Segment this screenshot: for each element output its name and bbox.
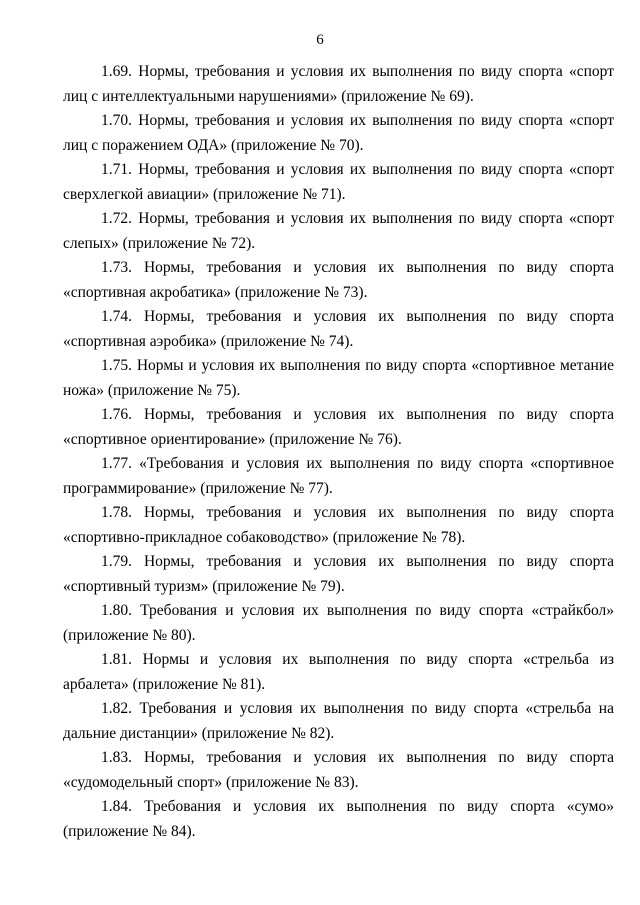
paragraph-1-77: 1.77. «Требования и условия их выполнения по виду спорта «спортивное программирование» (приложение № 77). <box>63 455 614 497</box>
paragraph-1-75: 1.75. Нормы и условия их выполнения по виду спорта «спортивное метание ножа» (приложение № 75). <box>63 357 614 399</box>
paragraph-1-73: 1.73. Нормы, требования и условия их выполнения по виду спорта «спортивная акробатика» (приложение № 73). <box>63 259 614 301</box>
paragraph-1-82: 1.82. Требования и условия их выполнения по виду спорта «стрельба на дальние дистанции» (приложение № 82). <box>63 700 614 742</box>
paragraph-1-83: 1.83. Нормы, требования и условия их выполнения по виду спорта «судомодельный спорт» (приложение № 83). <box>63 749 614 791</box>
paragraph-1-74: 1.74. Нормы, требования и условия их выполнения по виду спорта «спортивная аэробика» (приложение № 74). <box>63 308 614 350</box>
paragraph-1-69: 1.69. Нормы, требования и условия их выполнения по виду спорта «спорт лиц с интеллектуальными нарушениями» (приложение № 69). <box>63 63 614 105</box>
paragraph-1-81: 1.81. Нормы и условия их выполнения по виду спорта «стрельба из арбалета» (приложение № 81). <box>63 651 614 693</box>
paragraph-1-78: 1.78. Нормы, требования и условия их выполнения по виду спорта «спортивно-прикладное собаководство» (приложение № 78). <box>63 504 614 546</box>
paragraph-1-84: 1.84. Требования и условия их выполнения по виду спорта «сумо» (приложение № 84). <box>63 798 614 840</box>
paragraph-1-80: 1.80. Требования и условия их выполнения по виду спорта «страйкбол» (приложение № 80). <box>63 602 614 644</box>
paragraph-1-79: 1.79. Нормы, требования и условия их выполнения по виду спорта «спортивный туризм» (приложение № 79). <box>63 553 614 595</box>
paragraph-1-71: 1.71. Нормы, требования и условия их выполнения по виду спорта «спорт сверхлегкой авиации» (приложение № 71). <box>63 161 614 203</box>
document-body <box>63 60 614 844</box>
page-number: 6 <box>316 32 324 48</box>
paragraph-1-70: 1.70. Нормы, требования и условия их выполнения по виду спорта «спорт лиц с поражением ОДА» (приложение № 70). <box>63 112 614 154</box>
paragraph-1-76: 1.76. Нормы, требования и условия их выполнения по виду спорта «спортивное ориентирование» (приложение № 76). <box>63 406 614 448</box>
paragraph-1-72: 1.72. Нормы, требования и условия их выполнения по виду спорта «спорт слепых» (приложение № 72). <box>63 210 614 252</box>
